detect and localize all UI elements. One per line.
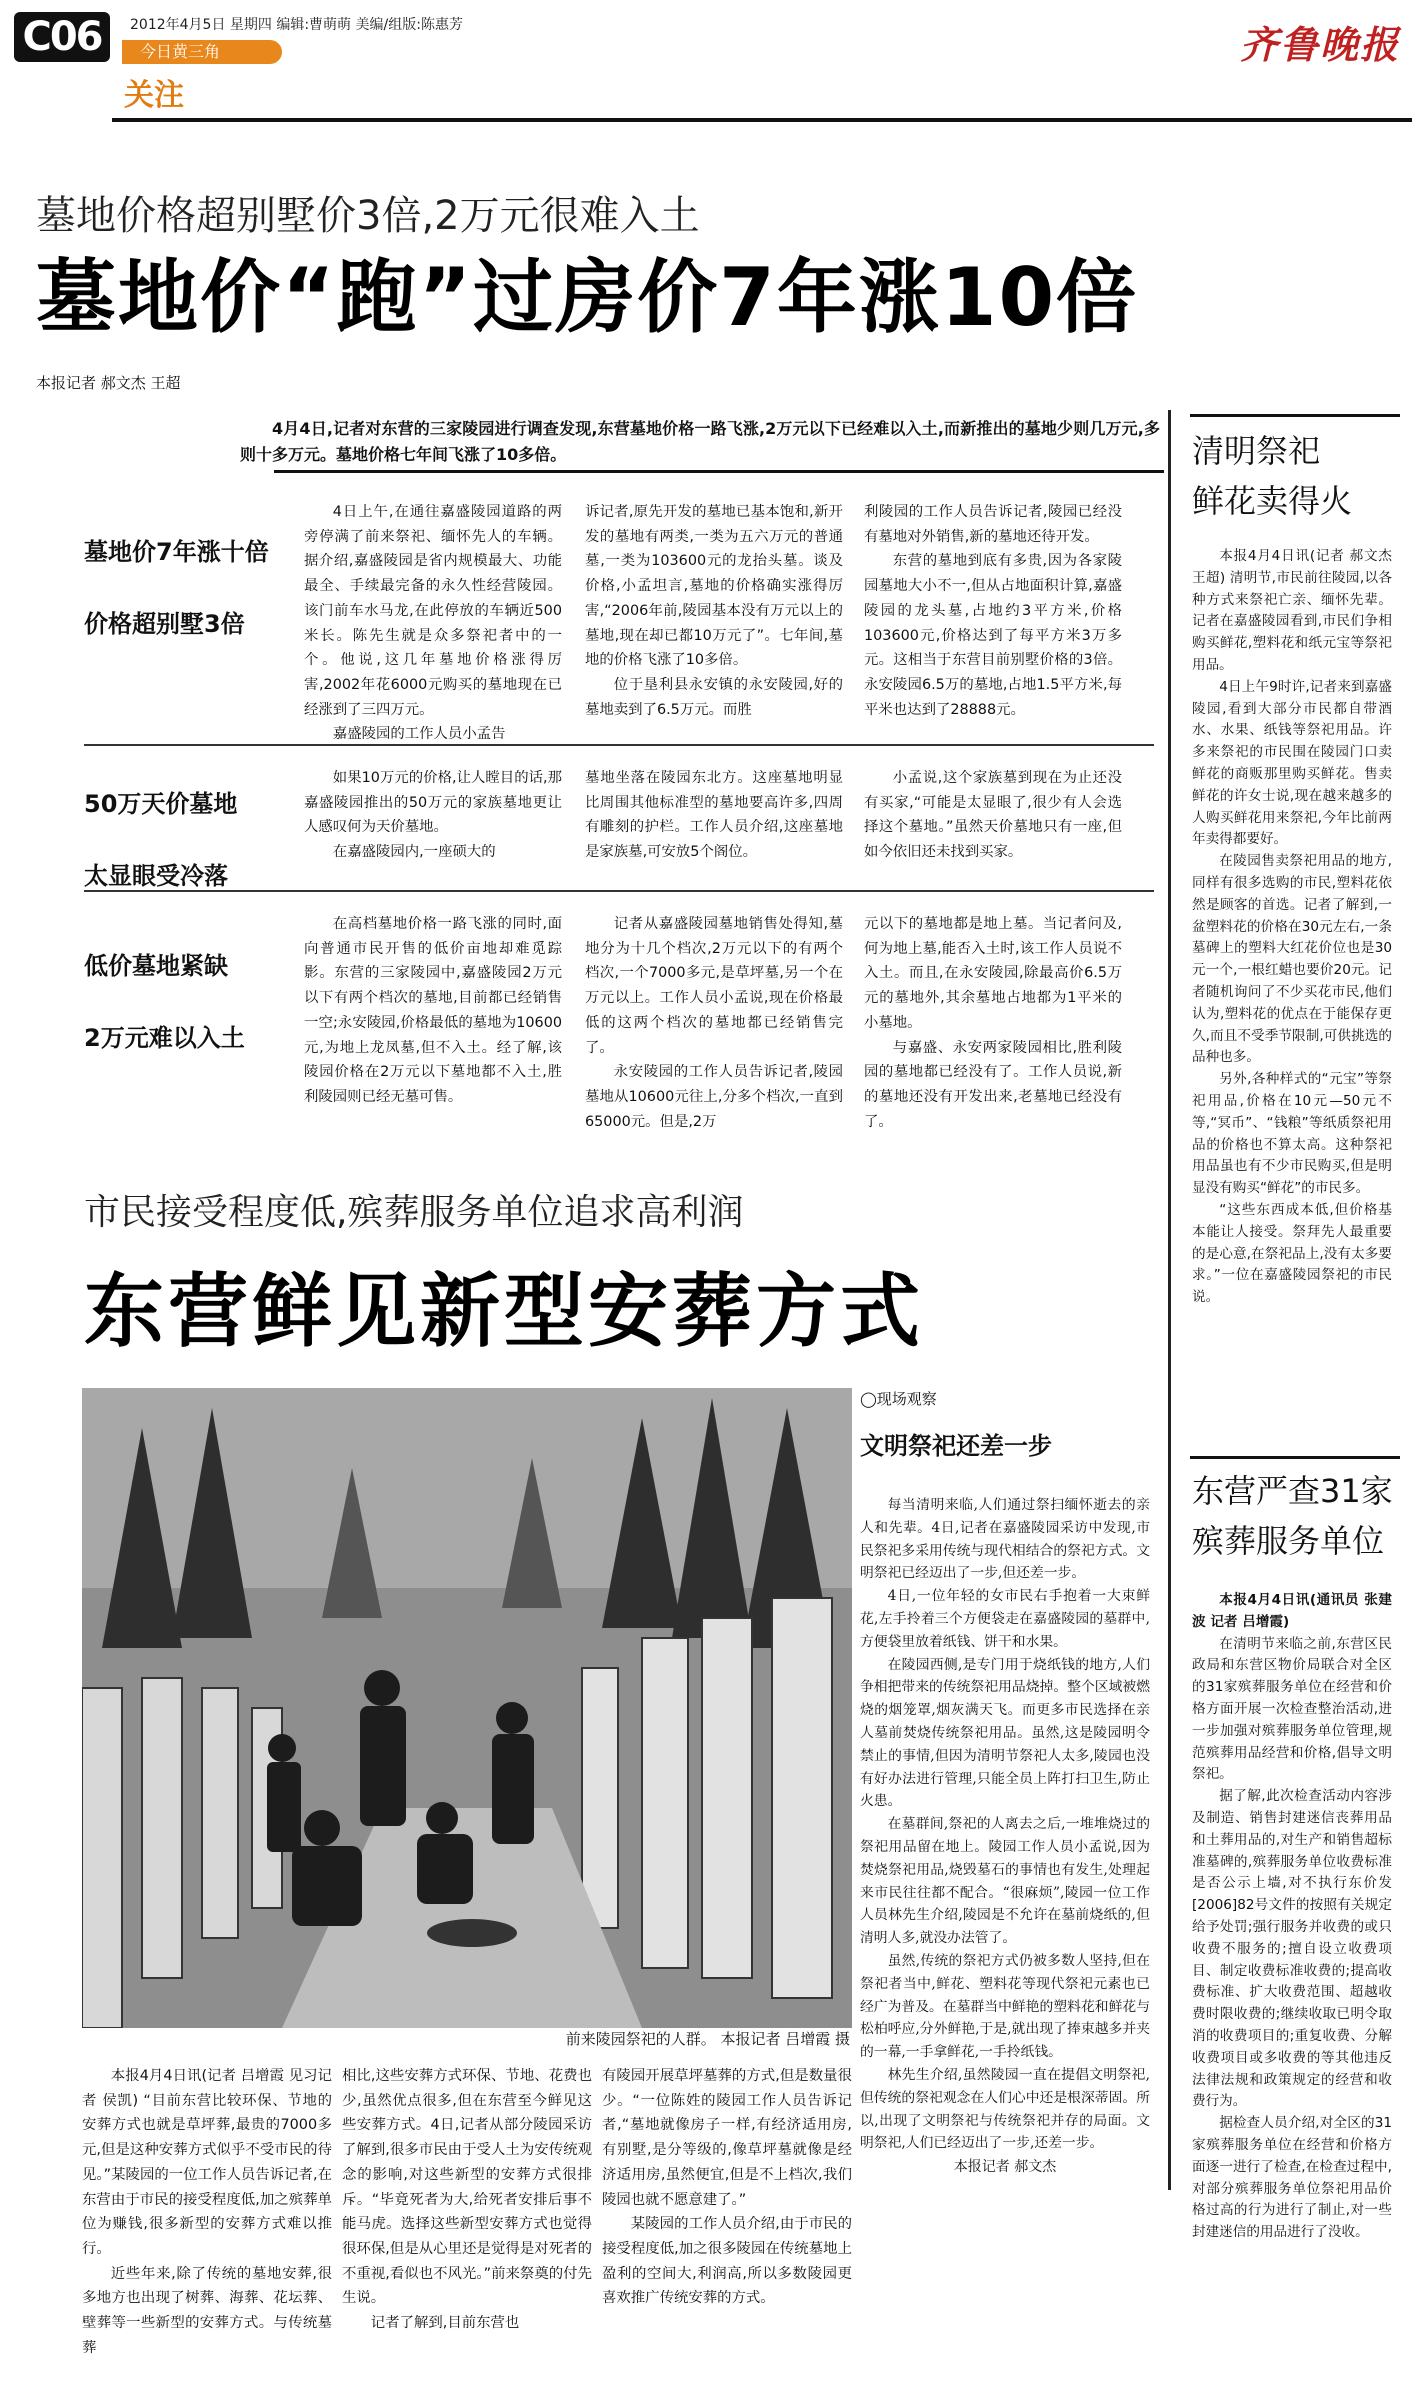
cemetery-photo-image xyxy=(82,1388,852,2028)
sidebar-divider xyxy=(1190,1456,1400,1459)
story1-headline: 墓地价“跑”过房价7年涨10倍 xyxy=(36,251,1139,344)
observe-label: ◯现场观察 xyxy=(860,1390,937,1408)
observe-title: 文明祭祀还差一步 xyxy=(860,1432,1052,1460)
story1-subhead: 墓地价格超别墅价3倍,2万元很难入土 xyxy=(36,193,700,239)
story2-col2: 相比,这些安葬方式环保、节地、花费也少,虽然优点很多,但在东营至今鲜见这些安葬方式。4日,记者从部分陵园采访了解到,很多市民由于受人土为安传统观念的影响,对这些新型的安葬方式很排斥。“毕竟死者为大,给死者安排后事不能马虎。选择这些新型安葬方式也觉得很环保,但是从心里还是觉得是对死者的不重视,看似也不风光。”前来祭奠的付先生说。 记者了解到,目前东营也 xyxy=(342,2068,592,2332)
story1-a-col2: 诉记者,原先开发的墓地已基本饱和,新开发的墓地有两类,一类为五六万元的普通墓,一类为103600元的龙抬头墓。谈及价格,小孟坦言,墓地的价格确实涨得厉害,“2006年前,陵园基本没有万元以上的墓地,现在却已都10万元了”。七年间,墓地的价格飞涨了10多倍。 位于垦利县永安镇的永安陵园,好的墓地卖到了6.5万元。而胜 xyxy=(585,504,843,718)
top-divider xyxy=(112,118,1412,122)
story1-c-col2: 记者从嘉盛陵园墓地销售处得知,墓地分为十几个档次,2万元以下的有两个档次,一个7000多元,是草坪墓,另一个在万元以上。工作人员小孟说,现在价格最低的这两个档次的墓地都已经销售完了。 永安陵园的工作人员告诉记者,陵园墓地从10600元往上,分多个档次,一直到65000元。但是,2万 xyxy=(585,916,843,1130)
column-divider xyxy=(1168,410,1171,2190)
newspaper-logo: 齐鲁晚报 xyxy=(1240,22,1401,67)
section-divider xyxy=(84,890,1154,892)
sidebar-divider xyxy=(1190,414,1400,417)
story1-c-col3: 元以下的墓地都是地上墓。当记者问及,何为地上墓,能否入土时,该工作人员说不入土。而且,在永安陵园,除最高价6.5万元的墓地外,其余墓地占地都为1平米的小墓地。 与嘉盛、永安两家陵园相比,胜利陵园的墓地都已经没有了。工作人员说,新的墓地还没有开发出来,老墓地已经没有了。 xyxy=(864,916,1122,1130)
section-title: 关注 xyxy=(124,78,184,113)
sidebar1-title: 清明祭祀 鲜花卖得火 xyxy=(1192,432,1353,520)
story1-b-col1: 如果10万元的价格,让人瞠目的话,那嘉盛陵园推出的50万元的家族墓地更让人感叹何为天价墓地。 在嘉盛陵园内,一座硕大的 xyxy=(304,770,562,861)
page-number: C06 xyxy=(14,12,110,62)
circle-icon: ◯ xyxy=(860,1390,877,1408)
story1-a-col1: 4日上午,在通往嘉盛陵园道路的两旁停满了前来祭祀、缅怀先人的车辆。据介绍,嘉盛陵园是省内规模最大、功能最全、手续最完备的永久性经营陵园。该门前车水马龙,在此停放的车辆近500米长。陈先生就是众多祭祀者中的一个。他说,这几年墓地价格涨得厉害,2002年花6000元购买的墓地现在已经涨到了三四万元。 嘉盛陵园的工作人员小孟告 xyxy=(304,504,562,743)
observe-body: 每当清明来临,人们通过祭扫缅怀逝去的亲人和先辈。4日,记者在嘉盛陵园采访中发现,市民祭祀多采用传统与现代相结合的祭祀方式。文明祭祀已经迈出了一步,但还差一步。 4日,一位年轻的女市民右手抱着一大束鲜花,左手拎着三个方便袋走在嘉盛陵园的墓群中,方便袋里放着纸钱、饼干和水果。 在陵园西侧,是专门用于烧纸钱的地方,人们争相把带来的传统祭祀用品烧掉。整个区域被燃烧的烟笼罩,烟灰满天飞。而更多市民选择在亲人墓前焚烧传统祭祀用品。虽然,这是陵园明令禁止的事情,但因为清明节祭祀人太多,陵园也没有好办法进行管理,只能全员上阵打扫卫生,防止火患。 在墓群间,祭祀的人离去之后,一堆堆烧过的祭祀用品留在地上。陵园工作人员小孟说,因为焚烧祭祀用品,烧毁墓石的事情也有发生,处理起来市民往往都不配合。“很麻烦”,陵园一位工作人员林先生介绍,陵园是不允许在墓前烧纸的,但清明人多,就没办法管了。 虽然,传统的祭祀方式仍被多数人坚持,但在祭祀者当中,鲜花、塑料花等现代祭祀元素也已经广为普及。在墓群当中鲜艳的塑料花和鲜花与松柏呼应,分外鲜艳,于是,就出现了捧束越多并夹的一幕,一手拿鲜花,一手拎纸钱。 林先生介绍,虽然陵园一直在提倡文明祭祀,但传统的祭祀观念在人们心中还是根深蒂固。所以,出现了文明祭祀与传统祭祀并存的局面。文明祭祀,人们已经迈出了一步,还差一步。 本报记者 郝文杰 xyxy=(860,1497,1150,2176)
story2-col3: 有陵园开展草坪墓葬的方式,但是数量很少。“一位陈姓的陵园工作人员告诉记者,“墓地就像房子一样,有经济适用房,有别墅,是分等级的,像草坪墓就像是经济适用房,虽然便宜,但是不上档次,我们陵园也就不愿意建了。” 某陵园的工作人员介绍,由于市民的接受程度低,加之很多陵园在传统墓地上盈利的空间大,利润高,所以多数陵园更喜欢推广传统安葬的方式。 xyxy=(602,2068,852,2307)
story1-subhead-a: 墓地价7年涨十倍 价格超别墅3倍 xyxy=(84,538,269,638)
sidebar1-body: 本报4月4日讯(记者 郝文杰 王超) 清明节,市民前往陵园,以各种方式来祭祀亡亲、缅怀先辈。记者在嘉盛陵园看到,市民们争相购买鲜花,塑料花和纸元宝等祭祀用品。 4日上午9时许,记者来到嘉盛陵园,看到大部分市民都自带酒水、水果、纸钱等祭祀用品。许多来祭祀的市民围在陵园门口卖鲜花的商贩那里购买鲜花。售卖鲜花的许女士说,现在越来越多的人购买鲜花用来祭祀,今年比前两年卖得都要好。 在陵园售卖祭祀用品的地方,同样有很多选购的市民,塑料花依然是顾客的首选。记者了解到,一盆塑料花的价格在30元左右,一条墓碑上的塑料大红花价位也是30元一个,一根红蜡也要价20元。记者随机询问了不少买花市民,他们认为,塑料花的优点在于能保存更久,而且不受季节限制,可供挑选的品种也多。 另外,各种样式的“元宝”等祭祀用品,价格在10元—50元不等,“冥币”、“钱粮”等纸质祭祀用品的价格也不算太高。这种祭祀用品虽也有不少市民购买,但是明显没有购买“鲜花”的市民多。 “这些东西成本低,但价格基本能让人接受。祭拜先人最重要的是心意,在祭祀品上,没有太多要求。”一位在嘉盛陵园祭祀的市民说。 xyxy=(1192,548,1392,1306)
page-meta: 2012年4月5日 星期四 编辑:曹萌萌 美编/组版:陈惠芳 xyxy=(130,17,463,33)
sidebar2-body: 本报4月4日讯(通讯员 张建波 记者 吕增霞) 在清明节来临之前,东营区民政局和东营区物价局联合对全区的31家殡葬服务单位在经营和价格方面开展一次检查整治活动,进一步加强对殡葬服务单位管理,规范殡葬用品经营和价格,倡导文明祭祀。 据了解,此次检查活动内容涉及制造、销售封建迷信丧葬用品和土葬用品的,对生产和销售超标准墓碑的,殡葬服务单位收费标准是否公示上墙,对不执行东价发[2006]82号文件的按照有关规定给予处罚;强行服务并收费的或只收费不服务的;擅自设立收费项目、制定收费标准收费的;提高收费标准、扩大收费范围、超越收费时限收费的;继续收取已明令取消的收费项目的;重复收费、分解收费项目或多收费的等其他违反法律法规和政策规定的经营和收费行为。 据检查人员介绍,对全区的31家殡葬服务单位在经营和价格方面逐一进行了检查,在检查过程中,对部分殡葬服务单位祭祀用品价格过高的行为进行了制止,对一些封建迷信的用品进行了没收。 xyxy=(1192,1592,1392,2241)
cemetery-photo xyxy=(82,1388,852,2028)
story1-b-col3: 小孟说,这个家族墓到现在为止还没有买家,“可能是太显眼了,很少有人会选择这个墓地。”虽然天价墓地只有一座,但如今依旧还未找到买家。 xyxy=(864,770,1122,861)
story1-c-col1: 在高档墓地价格一路飞涨的同时,面向普通市民开售的低价亩地却难觅踪影。东营的三家陵园中,嘉盛陵园2万元以下有两个档次的墓地,目前都已经销售一空;永安陵园,价格最低的墓地为10600元,为地上龙凤墓,但不入土。经了解,该陵园价格在2万元以下墓地都不入土,胜利陵园则已经无墓可售。 xyxy=(304,916,562,1105)
sidebar2-title: 东营严查31家 殡葬服务单位 xyxy=(1192,1472,1393,1560)
photo-caption: 前来陵园祭祀的人群。 本报记者 吕增霞 摄 xyxy=(565,2030,850,2048)
lead-divider xyxy=(274,470,1164,473)
story2-col1: 本报4月4日讯(记者 吕增霞 见习记者 侯凯) “目前东营比较环保、节地的安葬方式也就是草坪葬,最贵的7000多元,但是这种安葬方式似乎不受市民的待见。”某陵园的一位工作人员告诉记者,在东营由于市民的接受程度低,加之殡葬单位为赚钱,很多新型的安葬方式难以推行。 近些年来,除了传统的墓地安葬,很多地方也出现了树葬、海葬、花坛葬、壁葬等一些新型的安葬方式。与传统墓葬 xyxy=(82,2068,332,2356)
story1-a-col3: 利陵园的工作人员告诉记者,陵园已经没有墓地对外销售,新的墓地还待开发。 东营的墓地到底有多贵,因为各家陵园墓地大小不一,但从占地面积计算,嘉盛陵园的龙头墓,占地约3平方米,价格103600元,价格达到了每平方米3万多元。这相当于东营目前别墅价格的3倍。永安陵园6.5万的墓地,占地1.5平方米,每平米也达到了28888元。 xyxy=(864,504,1122,718)
story2-headline: 东营鲜见新型安葬方式 xyxy=(84,1265,924,1358)
story1-subhead-c: 低价墓地紧缺 2万元难以入土 xyxy=(84,952,245,1052)
section-divider xyxy=(84,744,1154,746)
story1-b-col2: 墓地坐落在陵园东北方。这座墓地明显比周围其他标准型的墓地要高许多,四周有雕刻的护栏。工作人员介绍,这座墓地是家族墓,可安放5个阁位。 xyxy=(585,770,843,861)
story1-subhead-b: 50万天价墓地 太显眼受冷落 xyxy=(84,790,238,890)
story1-lead: 4月4日,记者对东营的三家陵园进行调查发现,东营墓地价格一路飞涨,2万元以下已经难以入土,而新推出的墓地少则几万元,多则十多万元。墓地价格七年间飞涨了10多倍。 xyxy=(240,419,1160,464)
edition-ribbon: 今日黄三角 xyxy=(122,40,282,64)
story1-byline: 本报记者 郝文杰 王超 xyxy=(36,374,181,392)
story2-subhead: 市民接受程度低,殡葬服务单位追求高利润 xyxy=(84,1192,744,1233)
